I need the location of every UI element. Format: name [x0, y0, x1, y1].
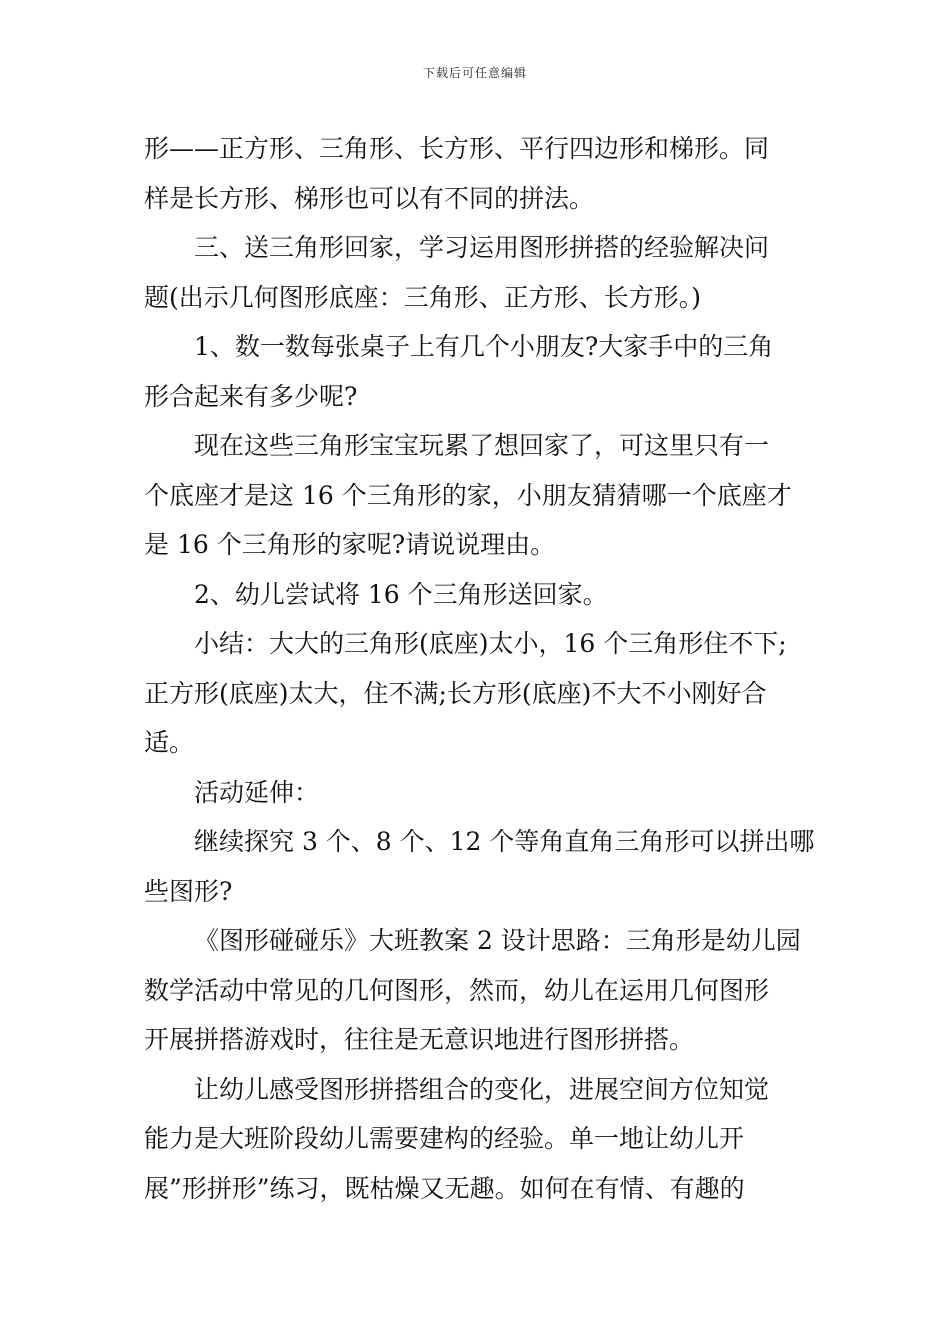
document-body: [144, 124, 815, 1213]
text-line: 活动延伸：: [194, 777, 320, 807]
text-line: 题(出示几何图形底座：三角形、正方形、长方形。): [144, 282, 702, 312]
text-line: 继续探究 3 个、8 个、12 个等角直角三角形可以拼出哪: [194, 827, 815, 856]
text-line: 个底座才是这 16 个三角形的家，小朋友猜猜哪一个底座才: [144, 480, 792, 510]
page-header: 下载后可任意编辑: [422, 66, 527, 80]
text-line: 1、数一数每张桌子上有几个小朋友?大家手中的三角: [194, 332, 774, 361]
text-line: 开展拼搭游戏时，往往是无意识地进行图形拼搭。: [144, 1025, 695, 1054]
text-line: 正方形(底座)太大，住不满;长方形(底座)不大不小刚好合: [144, 678, 767, 708]
text-line: 些图形?: [144, 876, 233, 906]
text-line: 2、幼儿尝试将 16 个三角形送回家。: [194, 579, 608, 609]
text-line: 《图形碰碰乐》大班教案 2 设计思路：三角形是幼儿园: [194, 926, 801, 955]
text-line: 形——正方形、三角形、长方形、平行四边形和梯形。同: [144, 134, 770, 163]
text-line: 数学活动中常见的几何图形，然而，幼儿在运用几何图形: [144, 975, 770, 1005]
text-line: 展”形拼形”练习，既枯燥又无趣。如何在有情、有趣的: [144, 1173, 745, 1203]
text-line: 三、送三角形回家，学习运用图形拼搭的经验解决问: [194, 233, 770, 262]
text-line: 现在这些三角形宝宝玩累了想回家了，可这里只有一: [194, 431, 770, 460]
text-line: 能力是大班阶段幼儿需要建构的经验。单一地让幼儿开: [144, 1124, 745, 1153]
text-line: 样是长方形、梯形也可以有不同的拼法。: [144, 183, 595, 213]
text-line: 是 16 个三角形的家呢?请说说理由。: [144, 530, 556, 559]
text-line: 适。: [144, 728, 195, 757]
text-line: 小结：大大的三角形(底座)太小，16 个三角形住不下;: [194, 629, 787, 658]
text-line: 让幼儿感受图形拼搭组合的变化，进展空间方位知觉: [194, 1074, 770, 1104]
text-line: 形合起来有多少呢?: [144, 381, 358, 411]
